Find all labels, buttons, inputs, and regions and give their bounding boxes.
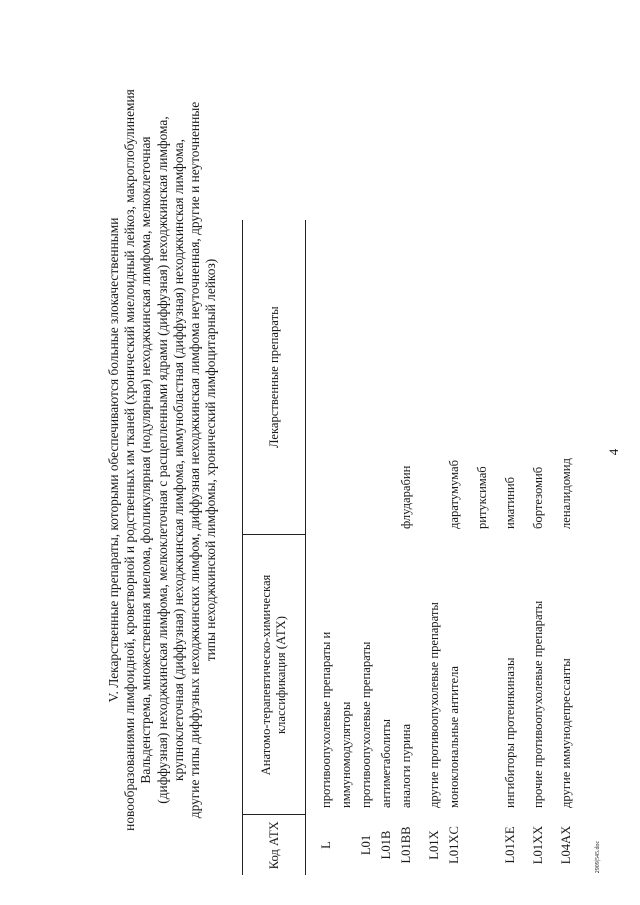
drugs-cell xyxy=(424,220,444,535)
table-row xyxy=(424,220,444,875)
atc-code-cell: L01BB xyxy=(399,826,413,864)
atc-code-cell: L01 xyxy=(359,834,373,856)
drug-name: леналидомид xyxy=(559,458,573,529)
classification-cell: прочие противоопухолевые препараты xyxy=(531,600,545,808)
atc-code-cell: L xyxy=(319,841,333,849)
classification-cell: ингибиторы протеинкиназы xyxy=(503,657,517,808)
section-title-line: крупноклеточная (диффузная) неходжкинская лимфома, иммунобластная (диффузная) неходжкинская лимфома, xyxy=(170,139,186,781)
classification-cell: моноклональные антитела xyxy=(447,666,461,808)
drugs-cell xyxy=(528,220,556,535)
table-row xyxy=(356,220,376,875)
section-title-line: типы неходжкинской лимфомы, хронический лимфоцитарный лейкоз) xyxy=(203,258,219,662)
header-drugs: Лекарственные препараты xyxy=(243,220,306,535)
section-title-line: новообразованиями лимфоидной, кроветворной и родственных им тканей (хронический миелоидный лейкоз, макроглобулинемия xyxy=(122,89,138,831)
atc-code-cell: L01XE xyxy=(503,826,517,864)
drugs-cell xyxy=(376,220,396,535)
table-header-row xyxy=(243,220,306,875)
atc-code-cell: L01X xyxy=(427,830,441,860)
table-row xyxy=(444,220,500,875)
table-row xyxy=(556,220,584,875)
table-row xyxy=(500,220,528,875)
atc-code-cell: L01XX xyxy=(531,825,545,865)
classification-cell: другие противоопухолевые препараты xyxy=(427,602,441,808)
atc-code-cell: L01B xyxy=(379,830,393,860)
section-title xyxy=(106,30,219,890)
rotated-content xyxy=(106,30,586,890)
table-row xyxy=(528,220,556,875)
atc-code-cell: L04AX xyxy=(559,825,573,865)
classification-cell: другие иммунодепрессанты xyxy=(559,658,573,808)
atc-drug-table xyxy=(242,220,584,875)
drugs-cell xyxy=(356,220,376,535)
table-row xyxy=(306,220,357,875)
section-title-line: другие типы диффузных неходжкинских лимфом, диффузная неходжкинская лимфома неуточненная, другие и неуточненные xyxy=(187,101,203,819)
classification-cell: антиметаболиты xyxy=(379,719,393,808)
page-number: 4 xyxy=(606,448,621,456)
document-filename-stamp: 2909|545.doc xyxy=(595,840,601,874)
table-row xyxy=(396,220,424,875)
header-atc-code: Код АТХ xyxy=(243,815,306,875)
drug-name: даратумумаб xyxy=(447,459,461,529)
atc-code-cell: L01XC xyxy=(447,826,461,864)
drug-name: флударабин xyxy=(399,465,413,529)
section-title-line: (диффузная) неходжкинская лимфома, мелкоклеточная с расщепленными ядрами (диффузная) неходжкинская лимфома, xyxy=(154,116,170,804)
drug-name: ритуксимаб xyxy=(475,466,489,529)
drugs-cell xyxy=(500,220,528,535)
section-title-line: V. Лекарственные препараты, которыми обеспечиваются больные злокачественными xyxy=(106,217,121,703)
classification-cell: аналоги пурина xyxy=(399,723,413,808)
drug-name: бортезомиб xyxy=(531,466,545,529)
classification-cell: противоопухолевые препараты xyxy=(359,641,373,808)
header-atc-classification: Анатомо-терапевтическо-химическая классификация (АТХ) xyxy=(243,535,306,815)
classification-cell: противоопухолевые препараты и иммуномодуляторы xyxy=(319,631,353,808)
drug-name: иматиниб xyxy=(503,476,517,529)
drugs-cell xyxy=(556,220,584,535)
drugs-cell xyxy=(444,220,500,535)
table-row xyxy=(376,220,396,875)
drugs-cell xyxy=(396,220,424,535)
drugs-cell xyxy=(306,220,357,535)
section-title-line: Вальденстрема, множественная миелома, фолликулярная (нодулярная) неходжкинская лимфома, мелкоклеточная xyxy=(138,136,154,784)
